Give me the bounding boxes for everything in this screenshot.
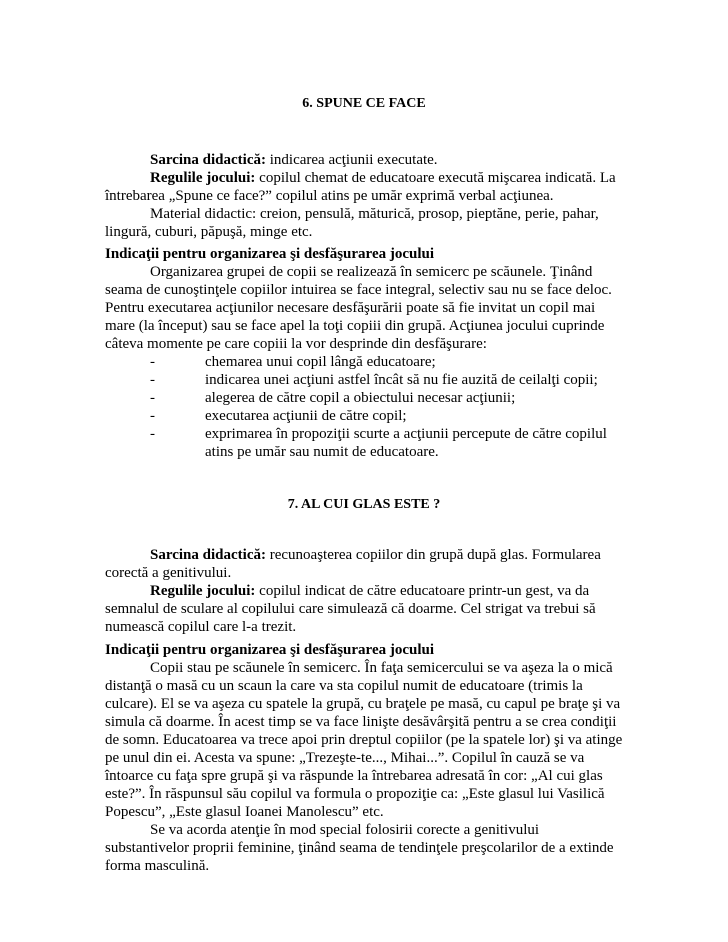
rules-label: Regulile jocului: <box>150 583 256 599</box>
heading-text: Indicaţii pentru organizarea şi desfăşurarea jocului <box>105 642 435 658</box>
section-7-intro <box>105 546 625 636</box>
heading-text: Indicaţii pentru organizarea şi desfăşurarea jocului <box>105 246 435 262</box>
task-label: Sarcina didactică: <box>150 547 266 563</box>
list-dash: - <box>150 426 155 442</box>
section-7-instructions <box>105 641 625 875</box>
section-6-task <box>105 151 625 169</box>
list-item-text: executarea acţiunii de către copil; <box>205 408 407 424</box>
list-item <box>105 389 625 407</box>
list-item <box>105 353 625 371</box>
list-dash: - <box>150 372 155 388</box>
task-text: indicarea acţiunii executate. <box>265 152 438 168</box>
section-7-paragraph-1: Copii stau pe scăunele în semicerc. În faţa semicercului se va aşeza la o mică distanţă o masă cu un scaun la care va sta copilul numit de educatoare (trimis la culcare). El se va aşeza cu spatele la grupă, cu braţele pe masă, cu capul pe braţe şi va simula că doarme. În acest timp se va face linişte desăvârşită pentru a se crea condiţii de somn. Educatoarea va trece apoi prin dreptul copiilor (pe la spatele lor) şi va atinge pe unul din ei. Acesta va spune: „Trezeşte-te..., Mihai...”. Copilul în cauză se va întoarce cu faţa spre grupă şi va răspunde la întrebarea adresată în cor: „Al cui glas este?”. În răspunsul său copilul va formula o propoziţie ca: „Este glasul lui Vasilică Popescu”, „Este glasul Ioanei Manolescu” etc. <box>105 660 623 820</box>
list-dash: - <box>150 354 155 370</box>
section-6-bullet-list <box>105 353 625 461</box>
list-item-text: alegerea de către copil a obiectului necesar acţiunii; <box>205 390 516 406</box>
section-7-title: 7. AL CUI GLAS ESTE ? <box>287 497 441 512</box>
list-dash: - <box>150 408 155 424</box>
list-item <box>105 425 625 461</box>
task-label: Sarcina didactică: <box>150 152 266 168</box>
section-7-task <box>105 546 625 582</box>
list-item <box>105 371 625 389</box>
list-dash: - <box>150 390 155 406</box>
section-6-rules <box>105 169 625 205</box>
list-item-text: indicarea unei acţiuni astfel încât să nu fie auzită de ceilalţi copii; <box>205 372 598 388</box>
task-text: recunoaşterea copiilor din grupă după glas. Formularea corectă a genitivului. <box>105 547 601 581</box>
section-6-material: Material didactic: creion, pensulă, măturică, prosop, pieptăne, perie, pahar, lingură, cuburi, păpuşă, minge etc. <box>105 206 599 240</box>
section-7-paragraph-2: Se va acorda atenţie în mod special folosirii corecte a genitivului substantivelor proprii feminine, ţinând seama de tendinţele preşcolarilor de a extinde forma masculină. <box>105 822 614 874</box>
section-7-heading <box>105 641 625 659</box>
section-6-heading <box>105 245 625 263</box>
list-item-text: chemarea unui copil lângă educatoare; <box>205 354 436 370</box>
section-6-instructions <box>105 245 625 461</box>
rules-label: Regulile jocului: <box>150 170 256 186</box>
section-6-title: 6. SPUNE CE FACE <box>302 96 426 111</box>
list-item <box>105 407 625 425</box>
list-item-text: exprimarea în propoziţii scurte a acţiunii percepute de către copilul atins pe umăr sau numit de educatoare. <box>205 426 607 460</box>
section-6-intro <box>105 151 625 241</box>
section-7-rules <box>105 582 625 636</box>
section-6-paragraph: Organizarea grupei de copii se realizează în semicerc pe scăunele. Ţinând seama de cunoştinţele copiilor intuirea se face integral, selectiv sau nu se face deloc. Pentru executarea acţiunilor necesare desfăşurării poate să fie invitat un copil mai mare (la început) sau se face apel la toţi copiii din grupă. Acţiunea jocului cuprinde câteva momente pe care copiii la vor desprinde din desfăşurare: <box>105 264 612 352</box>
rules-text: copilul chemat de educatoare execută mişcarea indicată. La întrebarea „Spune ce face?” copilul atins pe umăr exprimă verbal acţiunea. <box>105 170 616 204</box>
rules-text: copilul indicat de către educatoare printr-un gest, va da semnalul de sculare al copilului care simulează că doarme. Cel strigat va trebui să numească copilul care l-a trezit. <box>105 583 596 635</box>
